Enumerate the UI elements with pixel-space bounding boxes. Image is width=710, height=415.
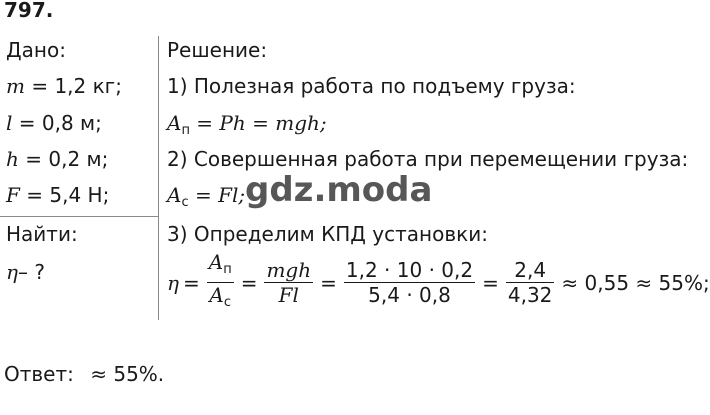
given-item-height: h = 0,2 м; <box>6 147 109 171</box>
eta-symbol: η <box>167 270 179 295</box>
answer-value: ≈ 55%. <box>90 362 165 386</box>
fraction-simplified: $\frac{2,4}{4,32}$ <box>507 258 553 307</box>
table-horizontal-divider <box>0 216 158 217</box>
result-tail: ≈ 0,55 ≈ 55%; <box>561 270 710 295</box>
solution-step2-formula: $A_с = Fl$; <box>167 183 246 210</box>
equals-sign: = <box>182 270 200 295</box>
fraction-numeric: $\frac{1,2 \cdot 10 \cdot 0,2}{5,4 \cdot 0,8}$ <box>345 258 474 307</box>
solution-step2: 2) Совершенная работа при перемещении груза: <box>167 147 689 171</box>
solution-header: Решение: <box>167 38 268 62</box>
fraction-work-ratio: $\frac{A_п}{A_с}$ <box>208 250 232 310</box>
answer-label: Ответ: <box>4 362 74 386</box>
solution-step3: 3) Определим КПД установки: <box>167 222 488 246</box>
fraction-symbolic: $\frac{\text{mgh}}{Fl}$ <box>266 258 312 307</box>
find-item-efficiency: η– ? <box>6 260 45 284</box>
table-vertical-divider <box>158 36 159 320</box>
given-item-force: F = 5,4 Н; <box>6 183 110 207</box>
solution-step3-formula <box>167 250 710 315</box>
find-header: Найти: <box>6 222 78 246</box>
given-item-mass: m = 1,2 кг; <box>6 74 122 98</box>
watermark: gdz.moda <box>245 170 433 210</box>
solution-step1: 1) Полезная работа по подъему груза: <box>167 74 576 98</box>
solution-step1-formula: $A_п = Ph$ = mgh; <box>167 111 327 138</box>
equals-sign: = <box>482 270 499 295</box>
equals-sign: = <box>240 270 258 295</box>
given-item-length: l = 0,8 м; <box>6 111 102 135</box>
answer-line <box>4 362 164 386</box>
equals-sign: = <box>320 270 337 295</box>
problem-number: 797. <box>4 0 54 22</box>
given-header: Дано: <box>6 38 66 62</box>
